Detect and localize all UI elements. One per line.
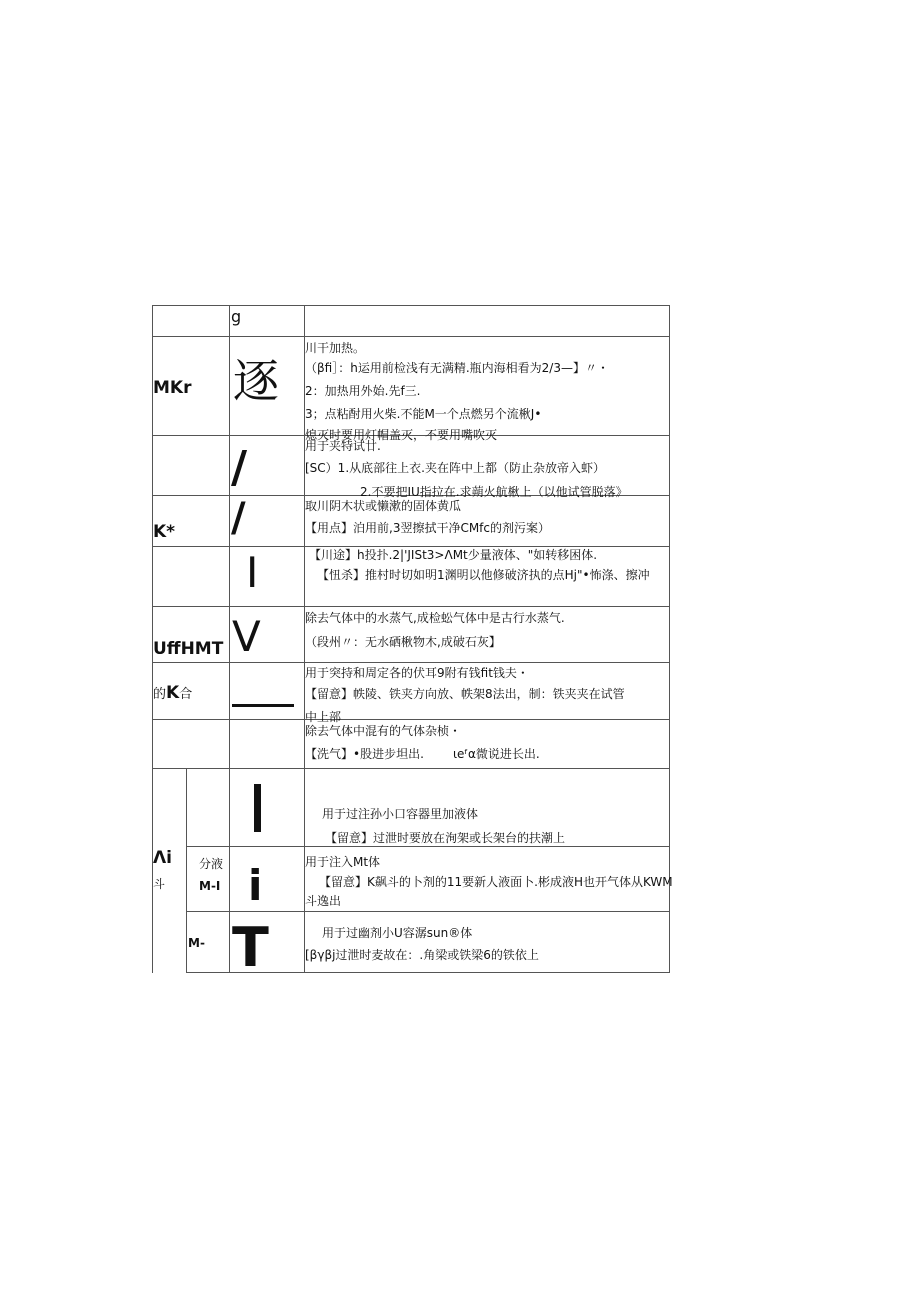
description-line: [βγβj过泄时麦故在：.角梁或铁梁6的铁依上	[305, 948, 539, 962]
description-line: 川干加热。	[305, 341, 366, 355]
description-line: 2.不要把IU指拉在.求蒴火航楸上（以他试管脱落》	[360, 485, 628, 499]
description-line: （段州〃：无水硒楸物木,成破石灰】	[305, 635, 501, 649]
row-label: MKr	[153, 378, 192, 398]
description-line: 斗逸出	[305, 894, 342, 908]
description-cell	[305, 496, 669, 545]
apparatus-symbol: I	[246, 548, 259, 597]
description-line: 熄灭时要用灯帽盖灭，不要用嘴吹灭	[305, 428, 498, 442]
row-label-part: 的	[153, 687, 167, 702]
header-cell: g	[231, 307, 242, 326]
description-line: 【留意】帙陵、铁夹方向放、帙架8法出，制：铁夹夹在试管	[305, 687, 625, 701]
description-line: 中上部	[305, 710, 342, 724]
row-label: K*	[153, 522, 176, 542]
table-border	[186, 768, 187, 973]
description-cell	[305, 847, 673, 910]
description-line: 【忸杀】推村时切如明1渊明以他修破济执的点Hj"•怖涤、擦冲	[317, 568, 650, 582]
description-line: 用于过注孙小口容器里加液体	[322, 807, 479, 821]
description-cell	[305, 663, 669, 724]
iron-stand-rod	[232, 704, 294, 707]
description-cell	[305, 912, 669, 971]
row-label: UffHMT	[153, 639, 224, 659]
description-line: 用于夹特试廿.	[305, 439, 381, 453]
description-line: 【洗气】•股进步坦出.	[305, 747, 424, 761]
description-line: 【留意】K飙斗的卜剂的11要新人液面卜.彬成液H也开气体从KWM	[319, 875, 673, 889]
description-line: 除去气体中混有的气体杂桢・	[305, 724, 462, 738]
table-border	[229, 305, 230, 973]
description-line: 2：加热用外始.先f三.	[305, 384, 421, 398]
description-cell	[305, 547, 669, 605]
description-cell	[305, 769, 669, 845]
apparatus-symbol: V	[232, 612, 261, 661]
apparatus-symbol: /	[231, 442, 248, 493]
description-cell	[305, 607, 669, 661]
description-line: 用于过幽剂小U容潺sun®体	[322, 926, 473, 940]
description-line: [SC）1.从底部往上衣.夹在阵中上都（防止杂放帝入虾）	[305, 461, 605, 475]
apparatus-symbol: T	[232, 916, 269, 979]
description-line: 用于突持和周定各的伏耳9附有钱fit钱夫・	[305, 666, 529, 680]
description-line: 用于注入Mt体	[305, 855, 381, 869]
sub-label: 分液	[199, 857, 224, 871]
funnel-stem	[254, 784, 261, 832]
description-line: 【川途】h投扑.2|'JISt3>ΛMt少量液体、"如转移困体.	[309, 548, 598, 562]
description-cell	[305, 720, 669, 767]
table-border	[669, 305, 670, 973]
sub-label: M-I	[199, 879, 221, 893]
row-label	[153, 684, 192, 704]
apparatus-symbol: 逐	[233, 354, 279, 408]
description-line: 除去气体中的水蒸气,成检蚣气体中是古行水蒸气.	[305, 611, 565, 625]
row-label-part: 合	[179, 687, 193, 702]
description-line: ιeᶠα微说进长出.	[453, 747, 540, 761]
description-cell	[305, 337, 669, 442]
description-line: （βfi］：h运用前检浅有无满精.瓶内海相看为2/3—】〃・	[305, 361, 609, 375]
row-label-part: K	[166, 683, 180, 703]
group-label: Λi	[153, 848, 172, 868]
description-line: 取川阴木状或懒漱的固体黄瓜	[305, 499, 462, 513]
description-cell	[305, 436, 669, 499]
group-label-sub: 斗	[153, 877, 166, 891]
description-line: 【用点】泊用前,3翌擦拭干净CMfc的剂污案）	[305, 521, 551, 535]
description-line: 3；点粘酎用火柴.不能M一个点燃另个流楸J•	[305, 407, 542, 421]
sub-label: M-	[188, 936, 205, 950]
apparatus-symbol: i	[248, 861, 263, 910]
description-line: 【留意】过泄时要放在洵架或长架台的扶潮上	[325, 831, 566, 845]
apparatus-symbol: /	[231, 495, 246, 541]
